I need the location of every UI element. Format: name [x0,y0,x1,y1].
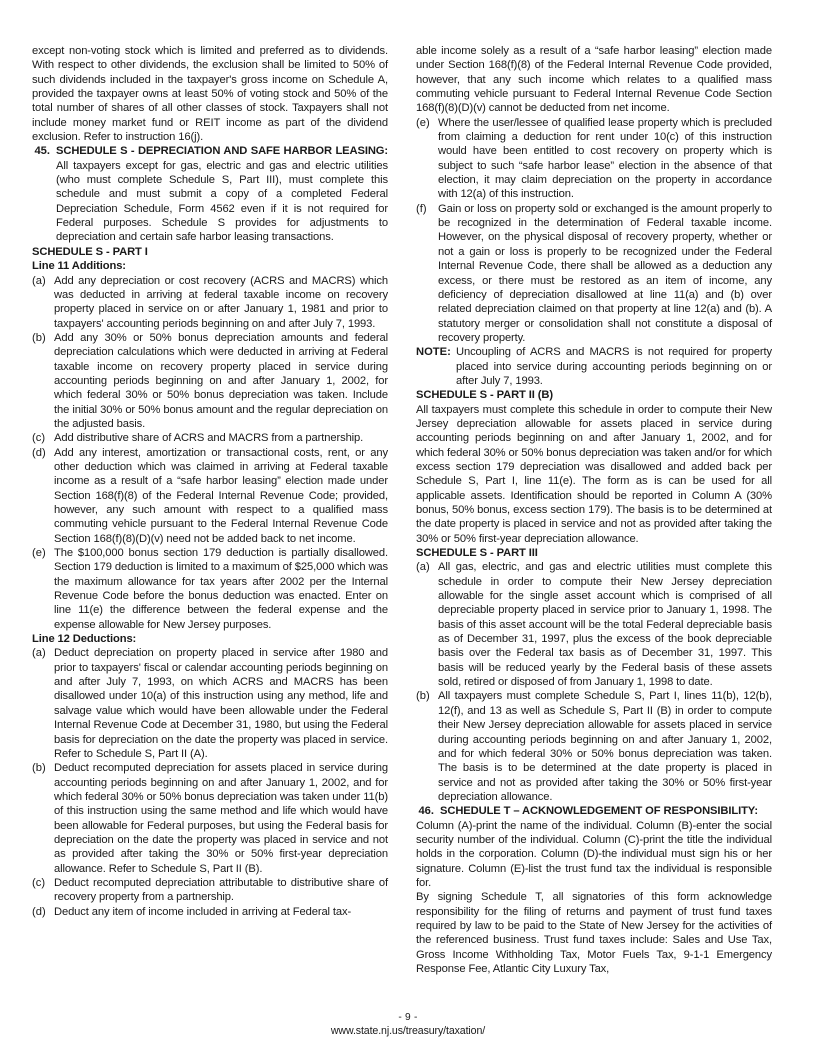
item-text: Deduct recomputed depreciation for assets placed in service during accounting periods beginning on and after January 1, 2002, and for which federal 30% or 50% bonus depreciation was taken under 11(b) of this instruction using the same method and life which would have been allowable for Federal purposes, but using the Federal basis for depreciation on the date the property was placed in service and not as provided after taking the 30% or 50% first-year depreciation allowance. Refer to Schedule S, Part II (B). [54,762,388,875]
footer-url: www.state.nj.us/treasury/taxation/ [330,1025,486,1037]
section-46-heading: SCHEDULE T – ACKNOWLEDGEMENT OF RESPONSIBILITY: [440,805,758,818]
item-text: Add distributive share of ACRS and MACRS from a partnership. [54,432,364,445]
item-text: Where the user/lessee of qualified lease property which is precluded from claiming a deduction for rent under 10(c) of this instruction would have been entitled to cost recovery on property which is subject to such “safe harbor lease” election in the absence of that election, it may claim depreciation on the property in accordance with 12(a) of this instruction. [438,116,772,201]
item-text: Deduct depreciation on property placed in service after 1980 and prior to taxpayers' fiscal or calendar accounting periods beginning on and after July 7, 1993, on which ACRS and MACRS has been disallowed under 10(a) of this instruction using any method, life and salvage value which would have been allowable under the Federal Internal Revenue Code at December 31, 1980, but using the Federal basis for depreciation on the date the property was placed in service. Refer to Schedule S, Part II (A). [54,647,388,760]
item-letter: (a) [32,274,46,287]
item-text: Add any depreciation or cost recovery (ACRS and MACRS) which was deducted in arriving at federal taxable income on recovery property placed in service on or after January 1, 1981 and prior to taxpayers' accounting periods beginning on and after July 7, 1993. [54,274,388,330]
item-text: Gain or loss on property sold or exchanged is the amount properly to be recognized in the determination of Federal taxable income. However, on the physical disposal of recovery property, whether or not a gain or loss is properly to be recognized under the Federal Internal Revenue Code, there shall be allowed as a deduction any excess, or there must be restored as an item of income, any deficiency of depreciation disallowed at line 11(a) and (b) over related depreciation claimed on that property at line 12(a) and (b). A statutory merger or consolidation shall not constitute a disposal of recovery property. [438,202,772,344]
section-46-paragraph-2: By signing Schedule T, all signatories of this form acknowledge responsibility for the filing of returns and payment of trust fund taxes required by law to be paid to the State of New Jersey for the activities of the referenced business. Trust fund taxes include: Sales and Use Tax, Gross Income Withholding Tax, Motor Fuels Tax, 9-1-1 Emergency Response Fee, Atlantic City Luxury Tax, [416,891,772,975]
part-iii-item-b [416,689,772,804]
left-column [32,44,388,919]
item-text: All taxpayers must complete Schedule S, Part I, lines 11(b), 12(b), 12(f), and 13 as well as Schedule S, Part II (B) in order to compute their New Jersey depreciation allowable for assets placed in service during accounting periods beginning on and after January 1, 2002, and for which federal 30% or 50% bonus depreciation was taken. The basis is to be determined at the date property is placed in service and not as provided after taking the 30% or 50% first-year depreciation allowance. [438,690,772,803]
note-text: Uncoupling of ACRS and MACRS is not required for property placed into service during accounting periods beginning on or after July 7, 1993. [456,346,772,387]
item-text: The $100,000 bonus section 179 deduction is partially disallowed. Section 179 deduction is limited to a maximum of $25,000 which was the maximum allowance for tax years after 2002 per the Internal Revenue Code before the bonus deduction was enacted. Enter on line 11(e) the difference between the federal expense and the expense allowable for New Jersey purposes. [54,547,389,631]
two-column-layout [32,44,784,976]
line-11-item-d [32,446,388,546]
item-letter: (b) [32,331,46,344]
item-letter: (a) [416,561,430,574]
item-letter: (a) [32,647,46,660]
section-item-45 [32,144,388,244]
page-footer [0,1011,816,1038]
section-45-text: All taxpayers except for gas, electric and gas and electric utilities (who must complete Schedule S, Part III), must complete this schedule and must submit a copy of a completed Federal Depreciation Schedule, Form 4562 even if it is not required for Federal purposes. Schedule S provides for adjustments to depreciation and certain safe harbor leasing transactions. [56,159,388,244]
line-12-item-f [416,202,772,345]
item-letter: (c) [32,432,46,445]
section-46-heading-wrap [440,804,772,818]
continued-paragraph-dividends: except non-voting stock which is limited and preferred as to dividends. With respect to other dividends, the exclusion shall be limited to 50% of such dividends included in the taxpayer's gross income on Schedule A, provided the taxpayer owns at least 50% of voting stock and 50% of the total number of shares of all other classes of stock. Taxpayers shall not include money market fund or REIT income as part of the dividend exclusion. Refer to instruction 16(j). [32,45,388,144]
item-letter: (e) [32,547,46,560]
right-column [416,44,772,976]
item-text: Add any interest, amortization or transactional costs, rent, or any other deduction which was claimed in arriving at Federal taxable income as a result of a “safe harbor leasing” election made under Section 168(f)(8) of the Federal Internal Revenue Code; provided, however, any such amount with respect to a qualified mass commuting vehicle pursuant to the Federal Internal Revenue Code Section 168(f)(8)(D)(v) need not be added back to net income. [54,446,388,545]
line-11-item-e [32,546,388,632]
section-46-paragraph-1: Column (A)-print the name of the individual. Column (B)-enter the social security number of the individual. Column (C)-print the title the individual holds in the corporation. Column (D)-the individual must sign his or her signature. Column (E)-list the trust fund tax the individual is responsible for. [416,819,772,889]
line-11-item-a [32,274,388,331]
note-label: NOTE: [416,346,451,359]
schedule-s-part-iii-heading: SCHEDULE S - PART III [416,547,538,560]
schedule-s-part-ii-b-body: All taxpayers must complete this schedule in order to compute their New Jersey depreciation allowable for assets placed in service during accounting periods beginning on and after January 1, 2002, and for which federal 30% or 50% bonus depreciation was taken and/or for which excess section 179 depreciation was disallowed and added back per Schedule S, Part I, line 11(e). The form as is can be used for all applicable assets. Identification should be reported in Column A (30% bonus, 50% bonus, excess section 179). The basis is to be determined at the date property is placed in service and not as provided after taking the 30% or 50% first-year depreciation allowance. [416,403,772,545]
schedule-s-part-i-heading: SCHEDULE S - PART I [32,245,148,258]
part-iii-item-a [416,560,772,689]
item-letter: (b) [32,762,46,775]
continued-paragraph-safe-harbor: able income solely as a result of a “safe harbor leasing” election made under Section 168(f)(8) of the Federal Internal Revenue Code provided, however, that any such income which relates to a qualified mass commuting vehicle pursuant to Federal Internal Revenue Code Section 168(f)(8)(D)(v) cannot be deducted from net income. [416,45,772,115]
item-letter: (d) [32,905,46,918]
line-12-item-c [32,876,388,905]
item-letter: (d) [32,446,46,459]
item-text: Add any 30% or 50% bonus depreciation amounts and federal depreciation calculations which were deducted in arriving at Federal taxable income on recovery property placed in service during accounting periods beginning on and after January 1, 2002, for which federal 30% or 50% bonus depreciation was taken. Include the initial 30% or 50% bonus amount and the regular depreciation on the adjusted basis. [54,331,388,430]
line-12-item-a [32,646,388,761]
line-11-additions-heading: Line 11 Additions: [32,260,126,273]
section-number-45: 45. [34,145,50,158]
line-11-item-b [32,331,388,431]
section-45-body [56,144,388,244]
item-letter: (c) [32,876,46,889]
schedule-s-part-ii-b-heading: SCHEDULE S - PART II (B) [416,389,553,402]
line-12-deductions-heading: Line 12 Deductions: [32,633,137,646]
section-number-46: 46. [418,805,434,818]
section-item-46 [416,804,772,818]
item-text: Deduct any item of income included in arriving at Federal tax- [54,905,352,918]
item-text: All gas, electric, and gas and electric utilities must complete this schedule in order to compute their New Jersey depreciation allowable for the single asset account which is comprised of all depreciable property placed in service prior to January 1, 1998. The basis of this asset account will be the total Federal depreciable basis as of December 31, 1997, plus the excess of the book depreciable basis over the Federal tax basis as of December 31, 1997. This basis will be reduced yearly by the Federal basis of these assets sold, retired or disposed of from January 1, 1998 to date. [438,561,772,689]
line-12-item-e [416,116,772,202]
item-letter: (e) [416,116,430,129]
line-11-item-c [32,431,388,445]
item-letter: (b) [416,690,430,703]
item-text: Deduct recomputed depreciation attributable to distributive share of recovery property from a partnership. [54,876,388,904]
note-block [416,345,772,388]
section-45-heading: SCHEDULE S - DEPRECIATION AND SAFE HARBOR LEASING: [56,145,388,158]
page-number: - 9 - [398,1012,418,1023]
item-letter: (f) [416,202,427,215]
line-12-item-d [32,905,388,919]
line-12-item-b [32,761,388,876]
